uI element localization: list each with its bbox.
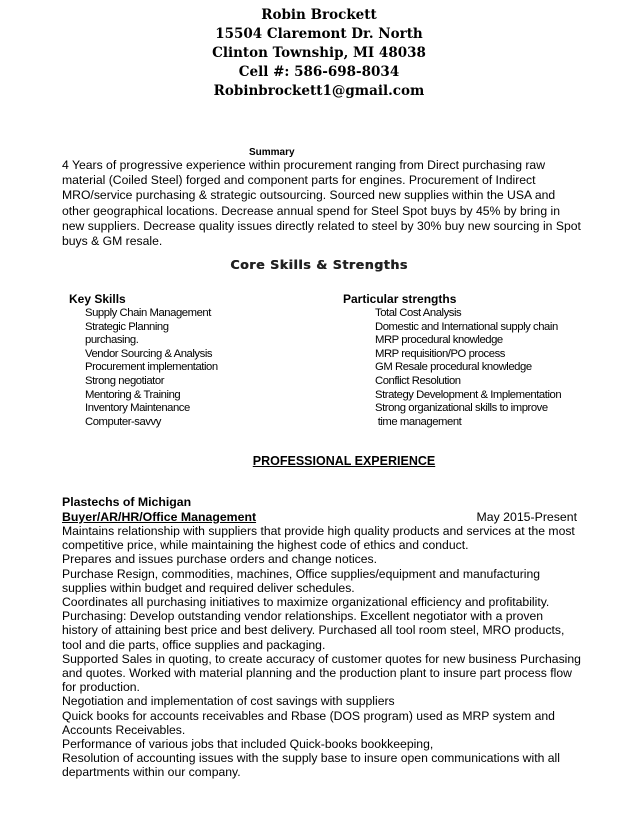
strength-item: Total Cost Analysis (375, 307, 462, 319)
job-duties (62, 524, 582, 780)
core-skills-heading: Core Skills & Strengths (230, 257, 408, 272)
duty-item: Purchasing: Develop outstanding vendor relationships. Excellent negotiator with a proven history of attaining best price and best delivery. Purchased all tool room steel, MRO products, tool and die parts, office supplies and packaging. (62, 609, 565, 652)
skill-item: Procurement implementation (85, 361, 218, 374)
duty-item: Performance of various jobs that included Quick-books bookkeeping, (62, 737, 434, 752)
particular-strengths-heading: Particular strengths (343, 292, 457, 306)
strength-item: Strategy Development & Implementation (375, 388, 562, 401)
phone-number: Cell #: 586-698-8034 (238, 64, 400, 80)
job-title: Buyer/AR/HR/Office Management (62, 510, 257, 524)
duty-item: Purchase Resign, commodities, machines, Office supplies/equipment and manufacturing supplies within budget and required deliver schedules. (62, 566, 541, 595)
duty-item: Prepares and issues purchase orders and change notices. (62, 552, 378, 567)
key-skills-list (85, 307, 218, 429)
skill-item: Supply Chain Management (85, 307, 211, 319)
skill-item: Strategic Planning (85, 320, 169, 333)
skill-item: Vendor Sourcing & Analysis (85, 347, 213, 360)
skill-item: Inventory Maintenance (85, 402, 190, 415)
strength-item: Domestic and International supply chain (375, 320, 558, 333)
professional-experience-heading: PROFESSIONAL EXPERIENCE (252, 454, 436, 468)
duty-item: Coordinates all purchasing initiatives to maximize organizational efficiency and profitability. (62, 595, 550, 610)
strength-item: MRP requisition/PO process (375, 347, 505, 360)
email-address: Robinbrockett1@gmail.com (213, 83, 425, 99)
street-address: 15504 Claremont Dr. North (215, 26, 423, 42)
summary-heading: Summary (249, 147, 295, 158)
duty-item: Supported Sales in quoting, to create accuracy of customer quotes for new business Purchasing and quotes. Worked with material planning and the production plant to insure part process flow for production. (62, 651, 581, 695)
duty-item: Maintains relationship with suppliers that provide high quality products and services at the most competitive price, while maintaining the highest code of ethics and conduct. (62, 524, 575, 553)
skill-item: Mentoring & Training (85, 388, 181, 401)
skill-item: Computer-savvy (85, 415, 161, 428)
duty-item: Resolution of accounting issues with the supply base to insure open communications with all departments within our company. (62, 751, 560, 780)
summary-paragraph: 4 Years of progressive experience within procurement ranging from Direct purchasing raw material (Coiled Steel) forged and component parts for engines. Procurement of Indirect MRO/service purchasing & strategic outsourcing. Sourced new supplies within the USA and other geographical locations. Decrease annual spend for Steel Spot buys by 45% by bring in new suppliers. Decrease quality issues directly related to steel by 30% buy new sourcing in Spot buys & GM resale. (62, 158, 581, 249)
strength-item: GM Resale procedural knowledge (375, 361, 532, 374)
skill-item: purchasing. (85, 334, 139, 347)
job-title-line (62, 510, 577, 524)
duty-item: Quick books for accounts receivables and Rbase (DOS program) used as MRP system and Accounts Receivables. (62, 708, 555, 737)
strength-item: time management (375, 415, 462, 428)
duty-item: Negotiation and implementation of cost savings with suppliers (62, 694, 395, 709)
candidate-name: Robin Brockett (261, 7, 377, 23)
skill-item: Strong negotiator (85, 374, 165, 387)
strength-item: Conflict Resolution (375, 374, 461, 387)
job-dates: May 2015-Present (476, 510, 577, 524)
particular-strengths-list (375, 307, 561, 429)
contact-header (0, 6, 638, 101)
strength-item: Strong organizational skills to improve (375, 402, 548, 415)
employer-name: Plastechs of Michigan (62, 495, 192, 509)
city-state-zip: Clinton Township, MI 48038 (212, 45, 426, 61)
strength-item: MRP procedural knowledge (375, 334, 503, 347)
key-skills-heading: Key Skills (69, 292, 126, 306)
